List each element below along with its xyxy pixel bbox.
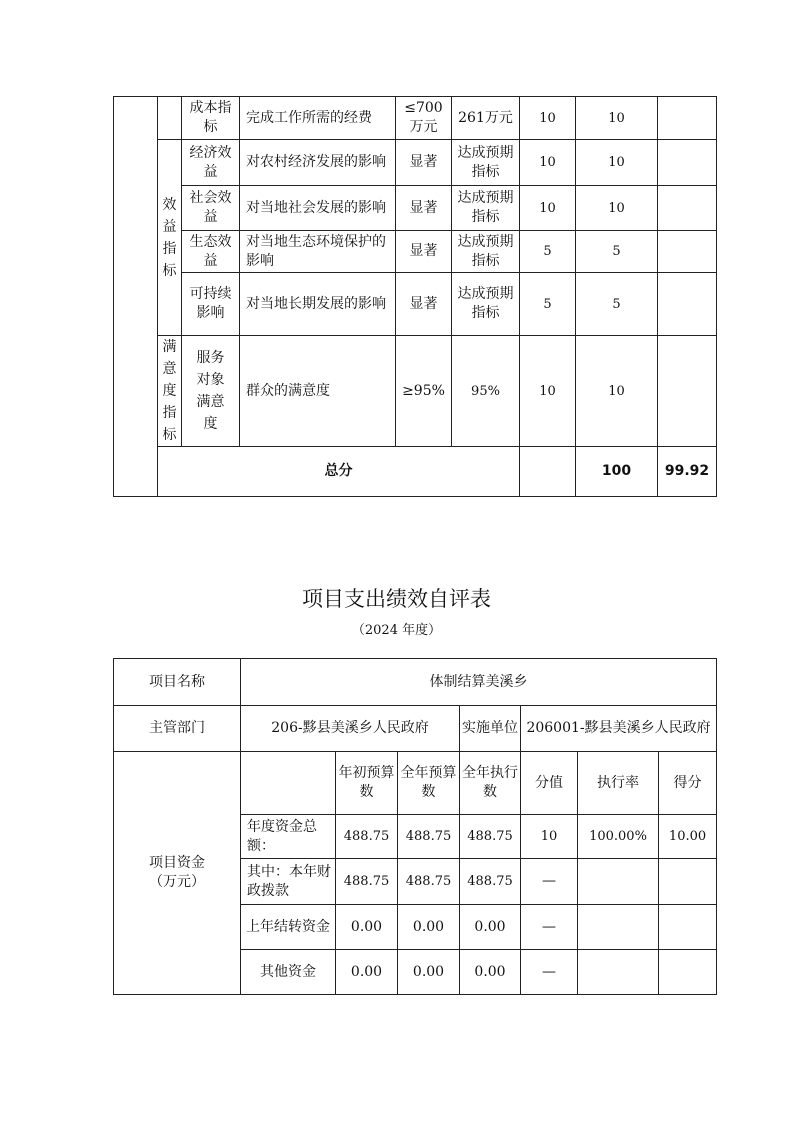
executed-value: 488.75 [460,815,521,859]
fund-row-label: 年度资金总额： [241,815,336,859]
total-score: 99.92 [658,447,717,497]
indicator-content: 对当地长期发展的影响 [240,273,396,336]
initial-value: 488.75 [336,859,398,905]
table-row [114,752,717,815]
weight-value: 10 [520,186,576,231]
fund-row-label: 其他资金 [241,950,336,995]
fund-row-label: 上年结转资金 [241,905,336,950]
header-initial: 年初预算数 [336,752,398,815]
sub-indicator: 成本指标 [182,97,240,140]
actual-value: 达成预期指标 [452,231,520,273]
header-annual: 全年预算数 [398,752,460,815]
initial-value: 0.00 [336,905,398,950]
table-row [114,659,717,706]
blank-cell [158,97,182,140]
rate-value [578,859,659,905]
sub-indicator: 服务对象满意度 [182,336,240,447]
score-value: 10 [576,336,658,447]
indicator-content: 完成工作所需的经费 [240,97,396,140]
score-value: 10 [576,186,658,231]
table-row [114,336,717,447]
score-value: 10 [576,140,658,186]
total-row [114,447,717,497]
actual-value: 达成预期指标 [452,186,520,231]
satisfaction-label: 满意度指标 [158,336,182,447]
blank-cell [241,752,336,815]
sub-indicator: 社会效益 [182,186,240,231]
remark-cell [658,140,717,186]
remark-cell [658,336,717,447]
impl-value: 206001-黟县美溪乡人民政府 [521,706,717,752]
indicator-content: 对当地社会发展的影响 [240,186,396,231]
target-value: ≤700万元 [396,97,452,140]
table-row [114,140,717,186]
weight-value: 5 [520,231,576,273]
blank-cell [114,97,158,497]
annual-value: 0.00 [398,905,460,950]
target-value: 显著 [396,231,452,273]
weight-value: 10 [521,815,578,859]
table-row [114,97,717,140]
fund-table [113,658,717,995]
indicator-content: 对农村经济发展的影响 [240,140,396,186]
blank-cell [520,447,576,497]
remark-cell [658,186,717,231]
initial-value: 0.00 [336,950,398,995]
page-subtitle: （2024 年度） [351,623,442,638]
executed-value: 0.00 [460,905,521,950]
target-value: 显著 [396,186,452,231]
project-name: 体制结算美溪乡 [241,659,717,706]
weight-value: — [521,859,578,905]
annual-value: 488.75 [398,815,460,859]
sub-indicator: 可持续影响 [182,273,240,336]
header-rate: 执行率 [578,752,659,815]
target-value: 显著 [396,140,452,186]
weight-value: 10 [520,97,576,140]
executed-value: 488.75 [460,859,521,905]
score-value [659,950,717,995]
rate-value: 100.00% [578,815,659,859]
rate-value [578,950,659,995]
initial-value: 488.75 [336,815,398,859]
score-value [659,859,717,905]
actual-value: 95% [452,336,520,447]
actual-value: 261万元 [452,97,520,140]
header-weight: 分值 [521,752,578,815]
score-value [659,905,717,950]
score-value: 10.00 [659,815,717,859]
weight-value: — [521,950,578,995]
page-title: 项目支出绩效自评表 [302,587,491,611]
indicator-content: 对当地生态环境保护的影响 [240,231,396,273]
score-value: 5 [576,273,658,336]
project-name-label: 项目名称 [114,659,241,706]
sub-indicator: 经济效益 [182,140,240,186]
actual-value: 达成预期指标 [452,140,520,186]
table-row [114,273,717,336]
score-value: 5 [576,231,658,273]
weight-value: 10 [520,336,576,447]
total-weight: 100 [576,447,658,497]
actual-value: 达成预期指标 [452,273,520,336]
weight-value: — [521,905,578,950]
table-row [114,706,717,752]
table-row [114,186,717,231]
table-row [114,231,717,273]
total-label: 总分 [158,447,520,497]
weight-value: 5 [520,273,576,336]
annual-value: 488.75 [398,859,460,905]
fund-label: 项目资金（万元） [114,752,241,995]
indicator-table [113,96,717,497]
remark-cell [658,231,717,273]
remark-cell [658,273,717,336]
benefit-label: 效益指标 [158,140,182,336]
weight-value: 10 [520,140,576,186]
dept-label: 主管部门 [114,706,241,752]
fund-row-label: 其中：本年财政拨款 [241,859,336,905]
target-value: 显著 [396,273,452,336]
header-score: 得分 [659,752,717,815]
annual-value: 0.00 [398,950,460,995]
rate-value [578,905,659,950]
dept-value: 206-黟县美溪乡人民政府 [241,706,460,752]
score-value: 10 [576,97,658,140]
sub-indicator: 生态效益 [182,231,240,273]
indicator-content: 群众的满意度 [240,336,396,447]
header-executed: 全年执行数 [460,752,521,815]
target-value: ≥95% [396,336,452,447]
executed-value: 0.00 [460,950,521,995]
impl-label: 实施单位 [460,706,521,752]
remark-cell [658,97,717,140]
